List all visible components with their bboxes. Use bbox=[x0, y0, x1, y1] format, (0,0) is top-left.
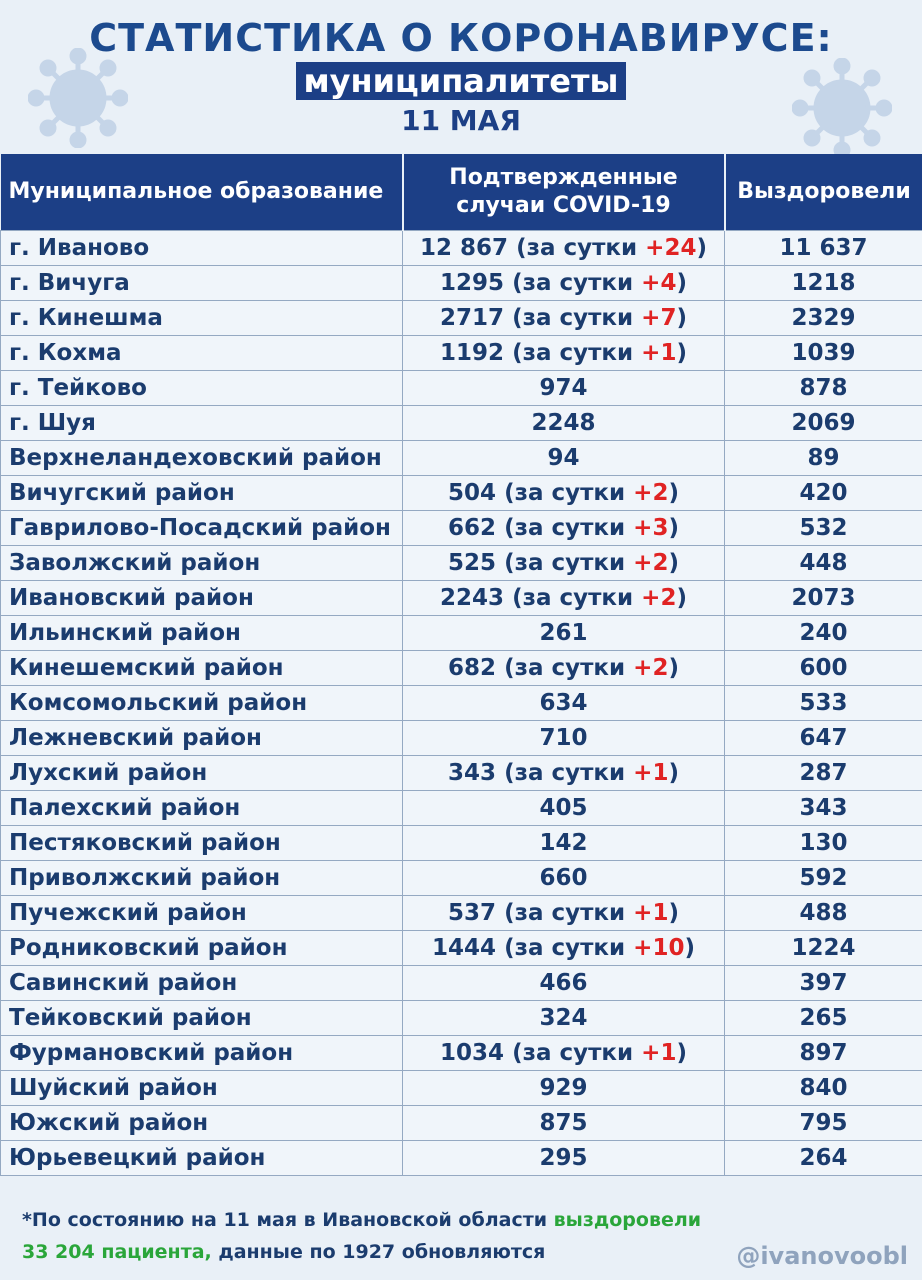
cases-value: 682 bbox=[448, 655, 497, 681]
municipality-name: Родниковский район bbox=[1, 931, 403, 966]
cases-value: 1444 bbox=[432, 935, 497, 961]
cases-cell bbox=[403, 546, 725, 581]
municipality-name: Гаврилово-Посадский район bbox=[1, 511, 403, 546]
municipality-name: Комсомольский район bbox=[1, 686, 403, 721]
delta-suffix: ) bbox=[668, 480, 679, 506]
cases-value: 660 bbox=[539, 865, 588, 891]
table-row bbox=[1, 301, 922, 336]
cases-cell bbox=[403, 791, 725, 826]
delta-suffix: ) bbox=[676, 585, 687, 611]
delta-prefix: (за сутки bbox=[512, 305, 642, 331]
recovered-value: 592 bbox=[725, 861, 922, 896]
cases-value: 537 bbox=[448, 900, 497, 926]
table-row bbox=[1, 791, 922, 826]
table-row bbox=[1, 231, 922, 266]
cases-value: 94 bbox=[547, 445, 580, 471]
cases-cell bbox=[403, 441, 725, 476]
cases-value: 662 bbox=[448, 515, 497, 541]
recovered-value: 647 bbox=[725, 721, 922, 756]
daily-increase: +3 bbox=[633, 515, 669, 541]
daily-increase: +2 bbox=[633, 480, 669, 506]
footnote bbox=[22, 1204, 762, 1268]
daily-increase: +24 bbox=[645, 235, 697, 261]
table-row bbox=[1, 931, 922, 966]
recovered-value: 600 bbox=[725, 651, 922, 686]
cases-value: 974 bbox=[539, 375, 588, 401]
delta-prefix: (за сутки bbox=[512, 1040, 642, 1066]
daily-increase: +1 bbox=[641, 1040, 677, 1066]
municipality-name: Вичугский район bbox=[1, 476, 403, 511]
daily-increase: +2 bbox=[633, 550, 669, 576]
delta-prefix: (за сутки bbox=[504, 515, 634, 541]
social-handle: @ivanovoobl bbox=[736, 1242, 908, 1270]
cases-value: 295 bbox=[539, 1145, 588, 1171]
cases-cell bbox=[403, 476, 725, 511]
delta-prefix: (за сутки bbox=[512, 585, 642, 611]
recovered-value: 287 bbox=[725, 756, 922, 791]
municipality-name: Пестяковский район bbox=[1, 826, 403, 861]
footnote-highlight: выздоровели bbox=[553, 1209, 702, 1231]
recovered-value: 265 bbox=[725, 1001, 922, 1036]
municipality-name: Ивановский район bbox=[1, 581, 403, 616]
municipality-name: Заволжский район bbox=[1, 546, 403, 581]
table-row bbox=[1, 756, 922, 791]
cases-cell bbox=[403, 721, 725, 756]
cases-value: 466 bbox=[539, 970, 588, 996]
cases-cell bbox=[403, 896, 725, 931]
cases-value: 710 bbox=[539, 725, 588, 751]
daily-increase: +4 bbox=[641, 270, 677, 296]
recovered-value: 488 bbox=[725, 896, 922, 931]
daily-increase: +1 bbox=[633, 900, 669, 926]
municipality-name: г. Шуя bbox=[1, 406, 403, 441]
delta-suffix: ) bbox=[668, 550, 679, 576]
table-row bbox=[1, 441, 922, 476]
table-row bbox=[1, 651, 922, 686]
cases-value: 1295 bbox=[440, 270, 505, 296]
table-row bbox=[1, 266, 922, 301]
cases-value: 2717 bbox=[440, 305, 505, 331]
table-row bbox=[1, 406, 922, 441]
recovered-value: 840 bbox=[725, 1071, 922, 1106]
cases-value: 1034 bbox=[440, 1040, 505, 1066]
cases-cell bbox=[403, 581, 725, 616]
municipality-name: Шуйский район bbox=[1, 1071, 403, 1106]
cases-cell bbox=[403, 931, 725, 966]
delta-suffix: ) bbox=[668, 900, 679, 926]
column-header-municipality: Муниципальное образование bbox=[1, 154, 403, 231]
table-body bbox=[1, 231, 922, 1176]
footnote-text: *По состоянию на 11 мая в Ивановской области bbox=[22, 1209, 554, 1231]
cases-cell bbox=[403, 511, 725, 546]
municipality-name: Юрьевецкий район bbox=[1, 1141, 403, 1176]
cases-cell bbox=[403, 616, 725, 651]
recovered-value: 448 bbox=[725, 546, 922, 581]
municipality-name: Ильинский район bbox=[1, 616, 403, 651]
municipality-name: г. Кохма bbox=[1, 336, 403, 371]
recovered-value: 89 bbox=[725, 441, 922, 476]
table-header-row bbox=[1, 154, 922, 231]
delta-prefix: (за сутки bbox=[504, 760, 634, 786]
delta-suffix: ) bbox=[676, 270, 687, 296]
municipality-name: г. Вичуга bbox=[1, 266, 403, 301]
recovered-value: 130 bbox=[725, 826, 922, 861]
municipality-name: Кинешемский район bbox=[1, 651, 403, 686]
delta-prefix: (за сутки bbox=[512, 340, 642, 366]
table-row bbox=[1, 1106, 922, 1141]
column-header-recovered: Выздоровели bbox=[725, 154, 922, 231]
cases-cell bbox=[403, 231, 725, 266]
cases-cell bbox=[403, 1036, 725, 1071]
table-row bbox=[1, 1001, 922, 1036]
header bbox=[0, 0, 922, 150]
cases-cell bbox=[403, 1141, 725, 1176]
cases-value: 1192 bbox=[440, 340, 505, 366]
column-header-cases: Подтвержденные случаи COVID-19 bbox=[403, 154, 725, 231]
table-row bbox=[1, 1141, 922, 1176]
municipality-name: г. Кинешма bbox=[1, 301, 403, 336]
cases-value: 324 bbox=[539, 1005, 588, 1031]
table-row bbox=[1, 826, 922, 861]
subtitle-wrap bbox=[0, 62, 922, 100]
municipality-name: Пучежский район bbox=[1, 896, 403, 931]
cases-value: 634 bbox=[539, 690, 588, 716]
recovered-value: 343 bbox=[725, 791, 922, 826]
cases-cell bbox=[403, 756, 725, 791]
recovered-value: 897 bbox=[725, 1036, 922, 1071]
table-row bbox=[1, 1036, 922, 1071]
table-row bbox=[1, 581, 922, 616]
recovered-value: 11 637 bbox=[725, 231, 922, 266]
delta-prefix: (за сутки bbox=[504, 655, 634, 681]
cases-cell bbox=[403, 301, 725, 336]
delta-suffix: ) bbox=[676, 305, 687, 331]
delta-suffix: ) bbox=[668, 515, 679, 541]
municipality-name: Савинский район bbox=[1, 966, 403, 1001]
cases-cell bbox=[403, 651, 725, 686]
cases-value: 525 bbox=[448, 550, 497, 576]
cases-cell bbox=[403, 861, 725, 896]
table-row bbox=[1, 371, 922, 406]
cases-cell bbox=[403, 686, 725, 721]
table-row bbox=[1, 476, 922, 511]
cases-cell bbox=[403, 1001, 725, 1036]
municipality-name: г. Тейково bbox=[1, 371, 403, 406]
delta-prefix: (за сутки bbox=[504, 550, 634, 576]
daily-increase: +1 bbox=[633, 760, 669, 786]
cases-value: 343 bbox=[448, 760, 497, 786]
recovered-value: 878 bbox=[725, 371, 922, 406]
cases-value: 2243 bbox=[440, 585, 505, 611]
municipality-name: Фурмановский район bbox=[1, 1036, 403, 1071]
delta-suffix: ) bbox=[676, 340, 687, 366]
cases-value: 405 bbox=[539, 795, 588, 821]
recovered-value: 2069 bbox=[725, 406, 922, 441]
table-row bbox=[1, 861, 922, 896]
delta-suffix: ) bbox=[668, 655, 679, 681]
cases-cell bbox=[403, 966, 725, 1001]
table-row bbox=[1, 896, 922, 931]
cases-value: 875 bbox=[539, 1110, 588, 1136]
recovered-value: 397 bbox=[725, 966, 922, 1001]
stats-table bbox=[0, 154, 922, 1176]
cases-value: 504 bbox=[448, 480, 497, 506]
cases-cell bbox=[403, 1106, 725, 1141]
recovered-value: 533 bbox=[725, 686, 922, 721]
table-row bbox=[1, 721, 922, 756]
recovered-value: 2073 bbox=[725, 581, 922, 616]
delta-prefix: (за сутки bbox=[504, 900, 634, 926]
table-row bbox=[1, 511, 922, 546]
delta-prefix: (за сутки bbox=[504, 480, 634, 506]
table-row bbox=[1, 1071, 922, 1106]
cases-value: 142 bbox=[539, 830, 588, 856]
cases-value: 261 bbox=[539, 620, 588, 646]
delta-suffix: ) bbox=[668, 760, 679, 786]
cases-cell bbox=[403, 826, 725, 861]
delta-prefix: (за сутки bbox=[512, 270, 642, 296]
page-title: СТАТИСТИКА О КОРОНАВИРУСЕ: bbox=[89, 16, 833, 60]
municipality-name: Приволжский район bbox=[1, 861, 403, 896]
cases-cell bbox=[403, 406, 725, 441]
table-row bbox=[1, 686, 922, 721]
daily-increase: +2 bbox=[633, 655, 669, 681]
delta-suffix: ) bbox=[676, 1040, 687, 1066]
recovered-value: 795 bbox=[725, 1106, 922, 1141]
daily-increase: +10 bbox=[633, 935, 685, 961]
cases-cell bbox=[403, 371, 725, 406]
recovered-value: 1224 bbox=[725, 931, 922, 966]
recovered-value: 532 bbox=[725, 511, 922, 546]
recovered-value: 2329 bbox=[725, 301, 922, 336]
footnote-text-end: данные по 1927 обновляются bbox=[211, 1241, 546, 1263]
delta-prefix: (за сутки bbox=[504, 935, 634, 961]
delta-suffix: ) bbox=[684, 935, 695, 961]
delta-suffix: ) bbox=[696, 235, 707, 261]
footnote-total: 33 204 пациента, bbox=[22, 1241, 212, 1263]
municipality-name: Южский район bbox=[1, 1106, 403, 1141]
daily-increase: +1 bbox=[641, 340, 677, 366]
daily-increase: +2 bbox=[641, 585, 677, 611]
table-row bbox=[1, 546, 922, 581]
municipality-name: Палехский район bbox=[1, 791, 403, 826]
cases-value: 2248 bbox=[531, 410, 596, 436]
recovered-value: 420 bbox=[725, 476, 922, 511]
cases-cell bbox=[403, 266, 725, 301]
recovered-value: 264 bbox=[725, 1141, 922, 1176]
municipality-name: Лежневский район bbox=[1, 721, 403, 756]
delta-prefix: (за сутки bbox=[516, 235, 646, 261]
municipality-name: Лухский район bbox=[1, 756, 403, 791]
municipality-name: Верхнеландеховский район bbox=[1, 441, 403, 476]
municipality-name: г. Иваново bbox=[1, 231, 403, 266]
cases-value: 929 bbox=[539, 1075, 588, 1101]
cases-cell bbox=[403, 336, 725, 371]
recovered-value: 1039 bbox=[725, 336, 922, 371]
municipality-name: Тейковский район bbox=[1, 1001, 403, 1036]
table-row bbox=[1, 616, 922, 651]
recovered-value: 240 bbox=[725, 616, 922, 651]
cases-cell bbox=[403, 1071, 725, 1106]
table-row bbox=[1, 336, 922, 371]
daily-increase: +7 bbox=[641, 305, 677, 331]
recovered-value: 1218 bbox=[725, 266, 922, 301]
report-date: 11 МАЯ bbox=[401, 104, 521, 137]
table-row bbox=[1, 966, 922, 1001]
cases-value: 12 867 bbox=[420, 235, 509, 261]
page-subtitle: муниципалитеты bbox=[296, 62, 627, 100]
